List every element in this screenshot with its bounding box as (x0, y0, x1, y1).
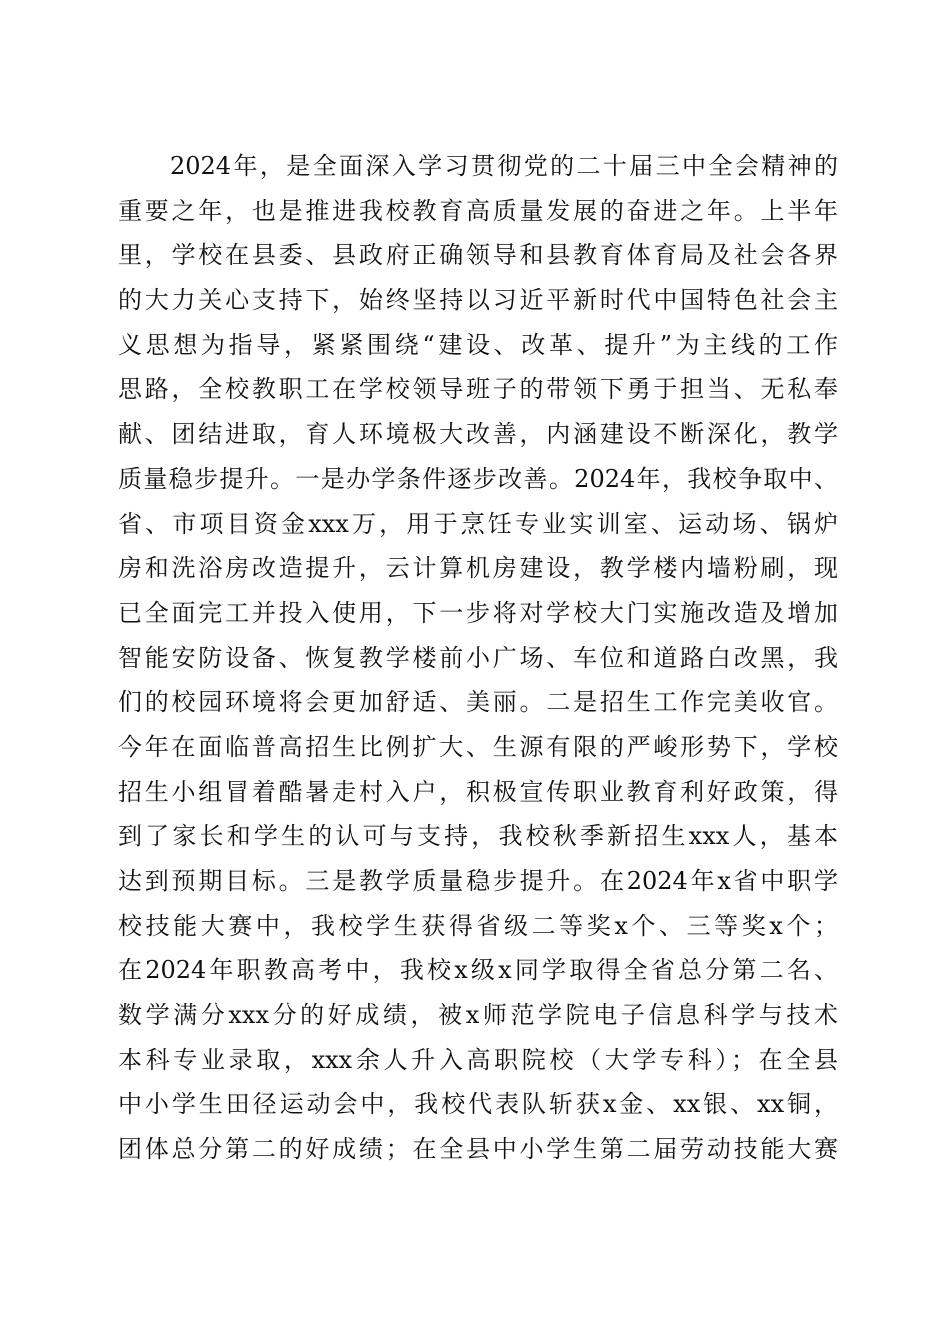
paragraph-line: 数学满分xxx分的好成绩，被x师范学院电子信息科学与技术 (118, 1001, 838, 1030)
paragraph-line: 本科专业录取，xxx余人升入高职院校（大学专科）；在全县 (118, 1045, 838, 1074)
paragraph-line: 今年在面临普高招生比例扩大、生源有限的严峻形势下，学校 (118, 732, 838, 761)
paragraph-line: 达到预期目标。三是教学质量稳步提升。在2024年x省中职学 (118, 867, 838, 895)
paragraph-line: 重要之年，也是推进我校教育高质量发展的奋进之年。上半年 (118, 196, 838, 225)
paragraph-line: 已全面完工并投入使用，下一步将对学校大门实施改造及增加 (118, 598, 838, 627)
paragraph-line: 校技能大赛中，我校学生获得省级二等奖x个、三等奖x个； (118, 911, 838, 940)
body-paragraph (118, 144, 838, 1172)
paragraph-line: 献、团结进取，育人环境极大改善，内涵建设不断深化，教学 (118, 420, 838, 449)
paragraph-line: 到了家长和学生的认可与支持，我校秋季新招生xxx人，基本 (118, 822, 838, 851)
paragraph-line: 中小学生田径运动会中，我校代表队斩获x金、xx银、xx铜， (118, 1090, 838, 1119)
paragraph-line: 团体总分第二的好成绩；在全县中小学生第二届劳动技能大赛 (118, 1135, 838, 1164)
paragraph-line: 里，学校在县委、县政府正确领导和县教育体育局及社会各界 (118, 241, 838, 270)
paragraph-line: 2024年，是全面深入学习贯彻党的二十届三中全会精神的 (170, 152, 838, 180)
paragraph-line: 的大力关心支持下，始终坚持以习近平新时代中国特色社会主 (118, 286, 838, 315)
paragraph-line: 义思想为指导，紧紧围绕“建设、改革、提升”为主线的工作 (118, 330, 838, 359)
paragraph-line: 房和洗浴房改造提升，云计算机房建设，教学楼内墙粉刷，现 (118, 554, 838, 583)
paragraph-line: 智能安防设备、恢复教学楼前小广场、车位和道路白改黑，我 (118, 643, 838, 672)
paragraph-line: 在2024年职教高考中，我校x级x同学取得全省总分第二名、 (118, 956, 838, 985)
paragraph-line: 们的校园环境将会更加舒适、美丽。二是招生工作完美收官。 (118, 688, 838, 717)
paragraph-line: 思路，全校教职工在学校领导班子的带领下勇于担当、无私奉 (118, 375, 838, 404)
paragraph-line: 省、市项目资金xxx万，用于烹饪专业实训室、运动场、锅炉 (118, 509, 838, 538)
paragraph-line: 招生小组冒着酷暑走村入户，积极宣传职业教育利好政策，得 (118, 777, 838, 806)
paragraph-line: 质量稳步提升。一是办学条件逐步改善。2024年，我校争取中、 (118, 464, 838, 493)
